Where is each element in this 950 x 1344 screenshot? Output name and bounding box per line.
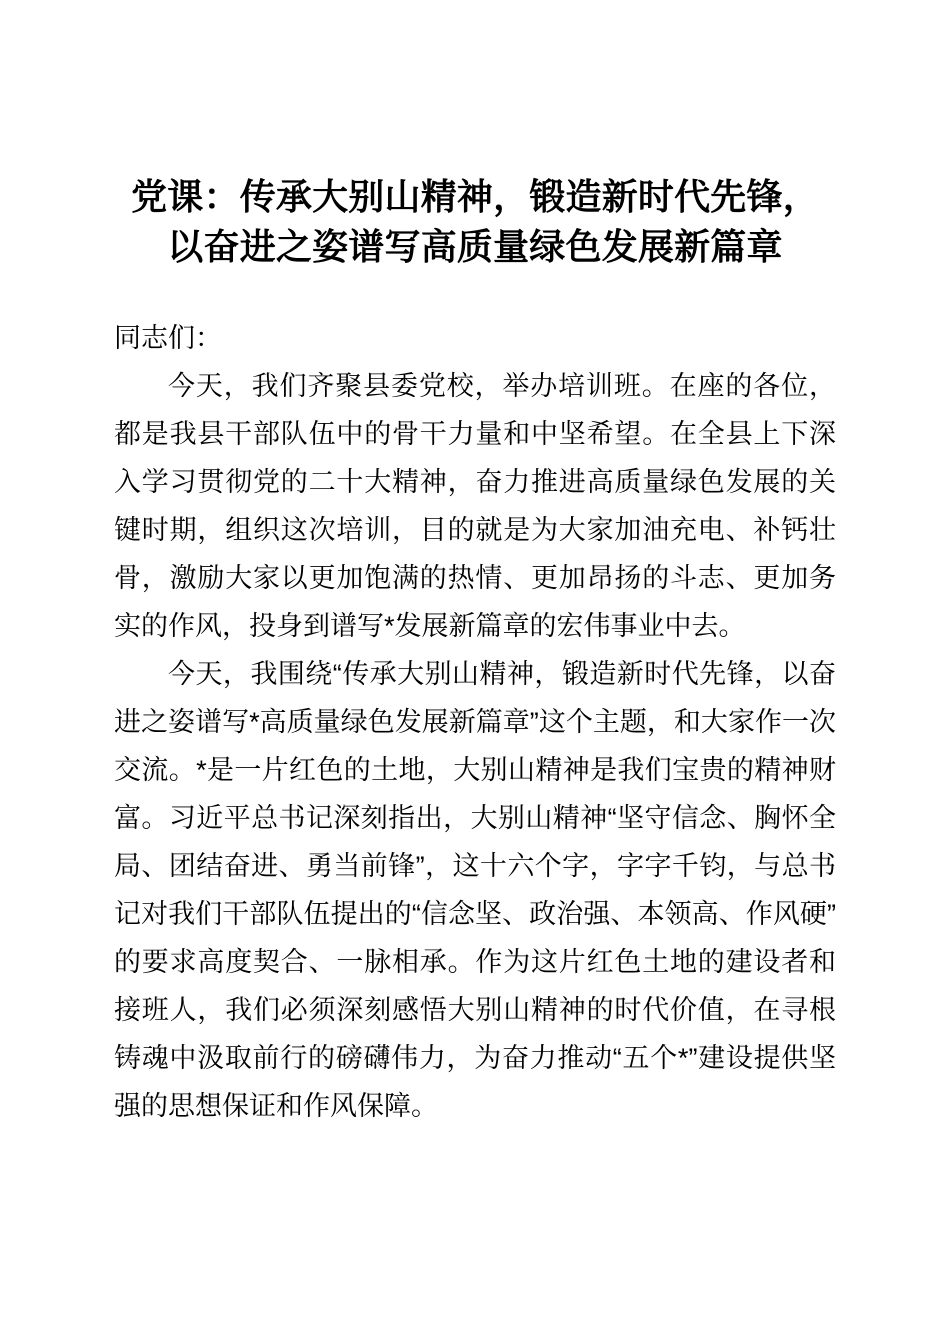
page-title: 党课：传承大别山精神，锻造新时代先锋，以奋进之姿谱写高质量绿色发展新篇章 bbox=[131, 176, 819, 267]
document-content bbox=[114, 0, 836, 1130]
paragraph-salutation: 同志们： bbox=[114, 323, 222, 353]
paragraph-2: 今天，我围绕“传承大别山精神，锻造新时代先锋，以奋进之姿谱写*高质量绿色发展新篇章”这个主题，和大家作一次交流。*是一片红色的土地，大别山精神是我们宝贵的精神财富。习近平总书记深刻指出，大别山精神“坚守信念、胸怀全局、团结奋进、勇当前锋”，这十六个字，字字千钧，与总书记对我们干部队伍提出的“信念坚、政治强、本领高、作风硬”的要求高度契合、一脉相承。作为这片红色土地的建设者和接班人，我们必须深刻感悟大别山精神的时代价值，在寻根铸魂中汲取前行的磅礴伟力，为奋力推动“五个*”建设提供坚强的思想保证和作风保障。 bbox=[114, 659, 836, 1121]
paragraph-1: 今天，我们齐聚县委党校，举办培训班。在座的各位，都是我县干部队伍中的骨干力量和中坚希望。在全县上下深入学习贯彻党的二十大精神，奋力推进高质量绿色发展的关键时期，组织这次培训，目的就是为大家加油充电、补钙壮骨，激励大家以更加饱满的热情、更加昂扬的斗志、更加务实的作风，投身到谱写*发展新篇章的宏伟事业中去。 bbox=[114, 371, 836, 641]
document-body bbox=[114, 314, 836, 1130]
